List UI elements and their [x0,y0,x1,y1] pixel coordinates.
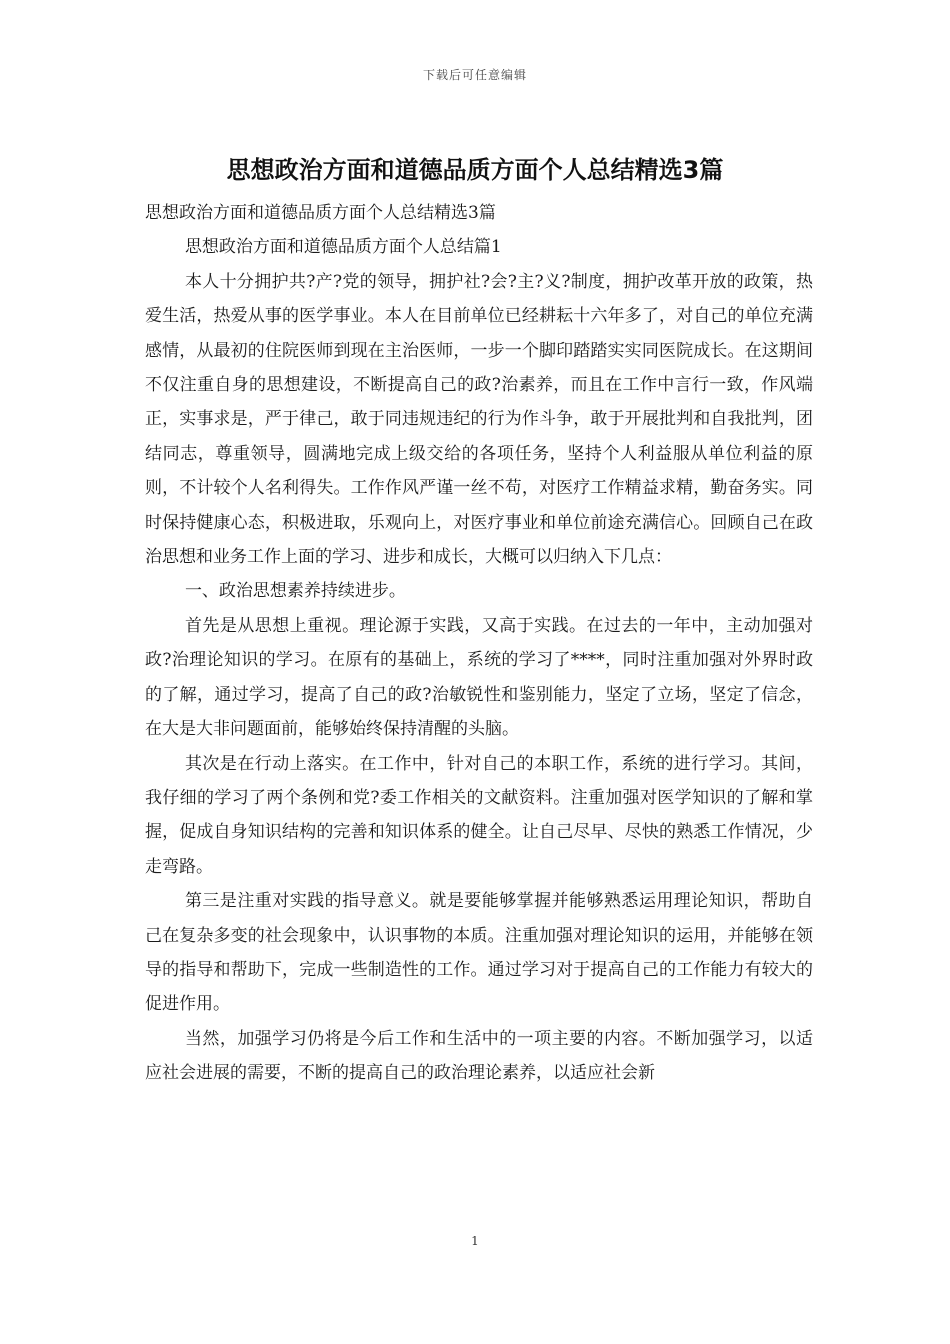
page-number: 1 [471,1234,479,1248]
body-paragraph: 思想政治方面和道德品质方面个人总结精选3篇 [145,203,496,223]
body-paragraph: 第三是注重对实践的指导意义。就是要能够掌握并能够熟悉运用理论知识，帮助自己在复杂多变的社会现象中，认识事物的本质。注重加强对理论知识的运用，并能够在领导的指导和帮助下，完成一些制造性的工作。通过学习对于提高自己的工作能力有较大的促进作用。 [145,891,813,1015]
body-paragraph: 当然，加强学习仍将是今后工作和生活中的一项主要的内容。不断加强学习，以适应社会进展的需要，不断的提高自己的政治理论素养，以适应社会新 [145,1028,813,1084]
body-paragraph: 其次是在行动上落实。在工作中，针对自己的本职工作，系统的进行学习。其间，我仔细的学习了两个条例和党?委工作相关的文献资料。注重加强对医学知识的了解和掌握，促成自身知识结构的完善和知识体系的健全。让自己尽早、尽快的熟悉工作情况，少走弯路。 [145,753,813,877]
header-note: 下载后可任意编辑 [422,68,527,82]
document-body [145,196,813,1091]
body-paragraph: 一、政治思想素养持续进步。 [184,581,406,602]
body-paragraph: 首先是从思想上重视。理论源于实践，又高于实践。在过去的一年中，主动加强对政?治理论知识的学习。在原有的基础上，系统的学习了****，同时注重加强对外界时政的了解，通过学习，提高了自己的政?治敏锐性和鉴别能力，坚定了立场，坚定了信念，在大是大非问题面前，能够始终保持清醒的头脑。 [145,615,813,740]
body-paragraph: 本人十分拥护共?产?党的领导，拥护社?会?主?义?制度，拥护改革开放的政策，热爱生活，热爱从事的医学事业。本人在目前单位已经耕耘十六年多了，对自己的单位充满感情，从最初的住院医师到现在主治医师，一步一个脚印踏踏实实同医院成长。在这期间不仅注重自身的思想建设，不断提高自己的政?治素养，而且在工作中言行一致，作风端正，实事求是，严于律己，敢于同违规违纪的行为作斗争，敢于开展批判和自我批判，团结同志，尊重领导，圆满地完成上级交给的各项任务，坚持个人利益服从单位利益的原则，不计较个人名利得失。工作作风严谨一丝不苟，对医疗工作精益求精，勤奋务实。同时保持健康心态，积极进取，乐观向上，对医疗事业和单位前途充满信心。回顾自己在政治思想和业务工作上面的学习、进步和成长，大概可以归纳入下几点： [145,271,813,568]
document-title: 思想政治方面和道德品质方面个人总结精选3篇 [226,156,724,184]
body-paragraph: 思想政治方面和道德品质方面个人总结篇1 [184,237,502,258]
